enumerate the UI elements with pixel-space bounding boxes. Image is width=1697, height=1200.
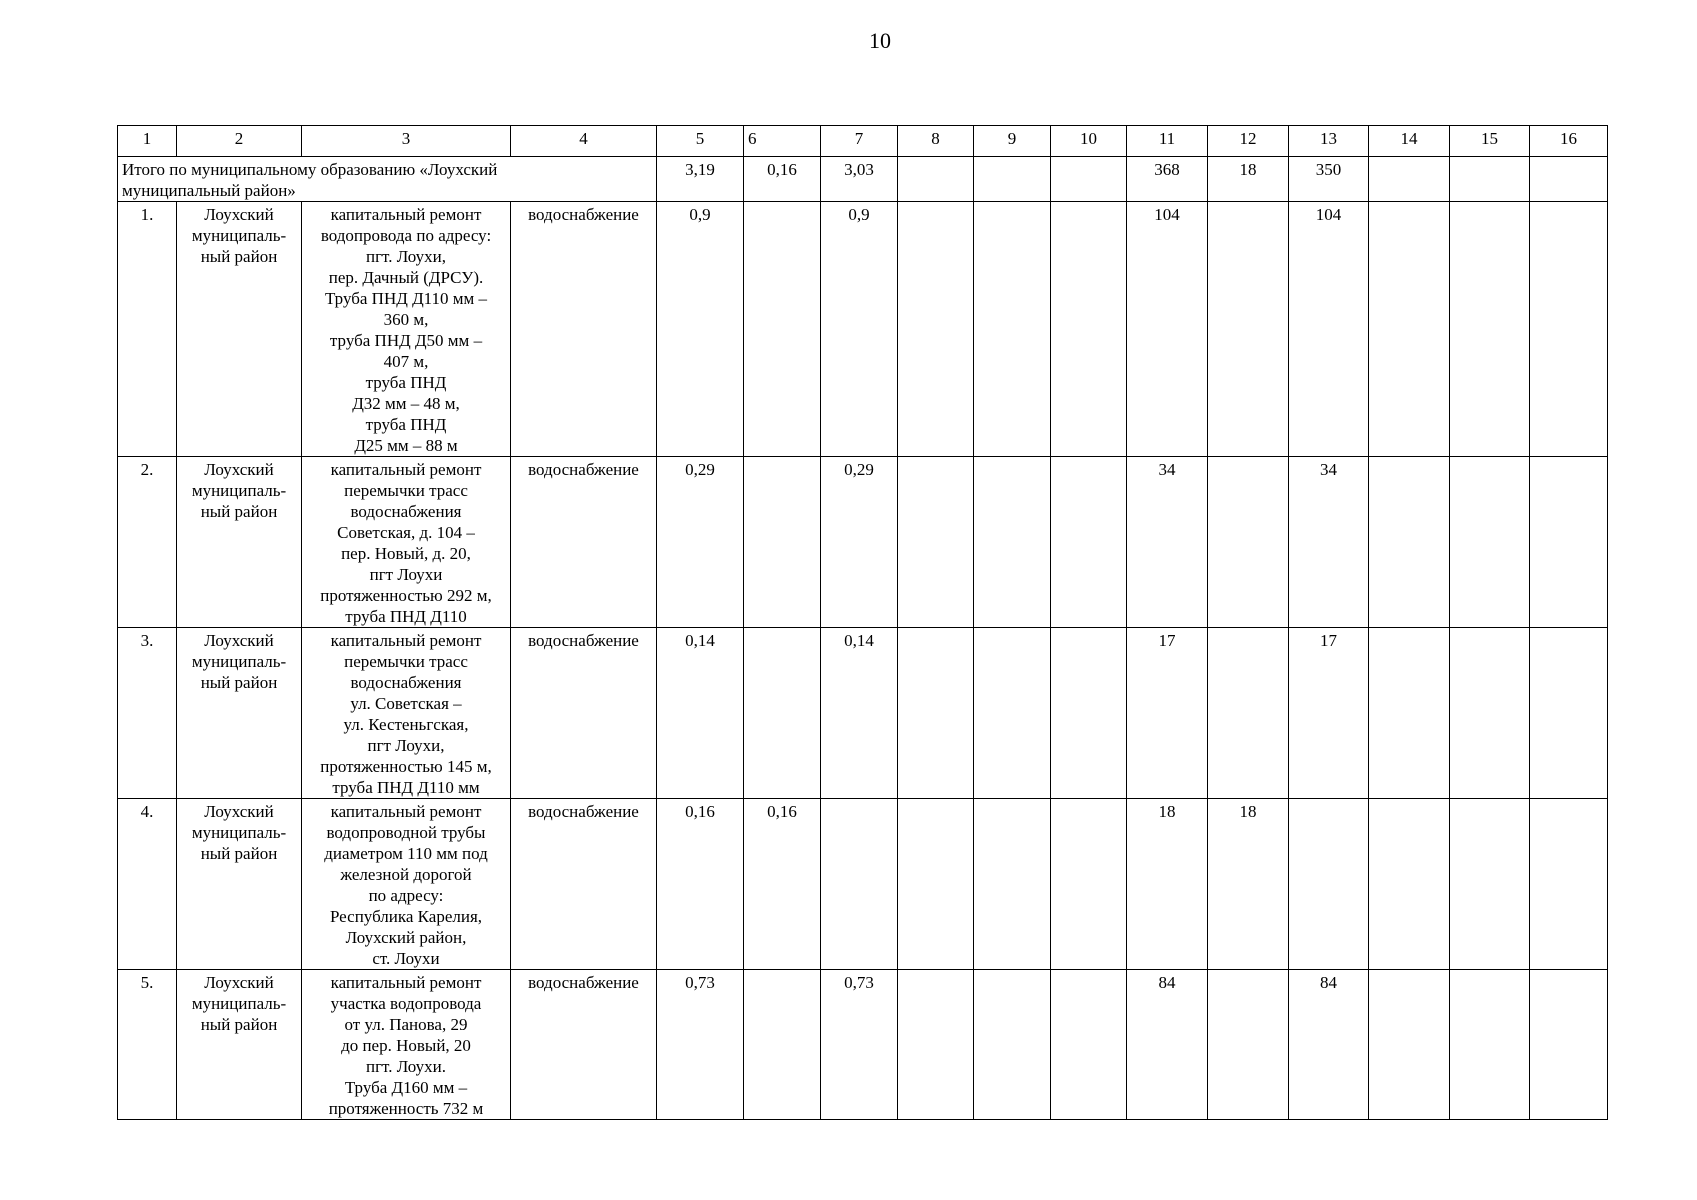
total-cell-9 (974, 157, 1051, 202)
cell-7: 0,14 (821, 628, 898, 799)
table-row (118, 202, 1608, 457)
cell-6 (744, 457, 821, 628)
cell-9 (974, 457, 1051, 628)
column-header-1: 1 (118, 126, 177, 157)
cell-14 (1369, 799, 1450, 970)
investment-table (117, 125, 1608, 1120)
cell-14 (1369, 202, 1450, 457)
column-header-16: 16 (1530, 126, 1608, 157)
column-header-2: 2 (177, 126, 302, 157)
table-row (118, 457, 1608, 628)
cell-9 (974, 628, 1051, 799)
description-cell: капитальный ремонт участка водопровода от ул. Панова, 29 до пер. Новый, 20 пгт. Лоухи. Труба Д160 мм – протяженность 732 м (302, 970, 511, 1120)
cell-16 (1530, 799, 1608, 970)
column-header-3: 3 (302, 126, 511, 157)
cell-5: 0,73 (657, 970, 744, 1120)
district-cell: Лоухский муниципаль- ный район (177, 628, 302, 799)
cell-10 (1051, 628, 1127, 799)
cell-5: 0,16 (657, 799, 744, 970)
total-row (118, 157, 1608, 202)
total-cell-13: 350 (1289, 157, 1369, 202)
description-cell: капитальный ремонт водопроводной трубы диаметром 110 мм под железной дорогой по адресу: Республика Карелия, Лоухский район, ст. Лоухи (302, 799, 511, 970)
cell-6 (744, 202, 821, 457)
cell-10 (1051, 457, 1127, 628)
district-cell: Лоухский муниципаль- ный район (177, 799, 302, 970)
column-header-7: 7 (821, 126, 898, 157)
cell-12 (1208, 202, 1289, 457)
total-cell-11: 368 (1127, 157, 1208, 202)
cell-12: 18 (1208, 799, 1289, 970)
cell-8 (898, 457, 974, 628)
cell-16 (1530, 628, 1608, 799)
page-number: 10 (869, 28, 891, 53)
description-cell: капитальный ремонт перемычки трасс водоснабжения Советская, д. 104 – пер. Новый, д. 20, пгт Лоухи протяженностью 292 м, труба ПНД Д110 (302, 457, 511, 628)
cell-9 (974, 970, 1051, 1120)
type-cell: водоснабжение (511, 970, 657, 1120)
cell-6 (744, 628, 821, 799)
cell-6: 0,16 (744, 799, 821, 970)
total-cell-10 (1051, 157, 1127, 202)
row-number: 3. (118, 628, 177, 799)
column-header-12: 12 (1208, 126, 1289, 157)
cell-10 (1051, 970, 1127, 1120)
cell-9 (974, 202, 1051, 457)
total-label: Итого по муниципальному образованию «Лоухский муниципальный район» (118, 157, 657, 202)
cell-8 (898, 799, 974, 970)
cell-16 (1530, 457, 1608, 628)
cell-13: 104 (1289, 202, 1369, 457)
cell-16 (1530, 202, 1608, 457)
cell-7: 0,9 (821, 202, 898, 457)
cell-14 (1369, 628, 1450, 799)
type-cell: водоснабжение (511, 799, 657, 970)
cell-10 (1051, 799, 1127, 970)
column-header-14: 14 (1369, 126, 1450, 157)
row-number: 1. (118, 202, 177, 457)
cell-11: 104 (1127, 202, 1208, 457)
total-cell-12: 18 (1208, 157, 1289, 202)
column-header-13: 13 (1289, 126, 1369, 157)
description-cell: капитальный ремонт перемычки трасс водоснабжения ул. Советская – ул. Кестеньгская, пгт Лоухи, протяженностью 145 м, труба ПНД Д110 мм (302, 628, 511, 799)
column-header-10: 10 (1051, 126, 1127, 157)
cell-6 (744, 970, 821, 1120)
cell-14 (1369, 457, 1450, 628)
total-cell-8 (898, 157, 974, 202)
total-cell-16 (1530, 157, 1608, 202)
district-cell: Лоухский муниципаль- ный район (177, 970, 302, 1120)
column-header-11: 11 (1127, 126, 1208, 157)
cell-12 (1208, 970, 1289, 1120)
cell-15 (1450, 799, 1530, 970)
cell-8 (898, 970, 974, 1120)
cell-5: 0,14 (657, 628, 744, 799)
cell-13: 84 (1289, 970, 1369, 1120)
column-header-5: 5 (657, 126, 744, 157)
cell-7: 0,73 (821, 970, 898, 1120)
cell-13: 17 (1289, 628, 1369, 799)
cell-15 (1450, 457, 1530, 628)
column-header-4: 4 (511, 126, 657, 157)
cell-13 (1289, 799, 1369, 970)
cell-5: 0,9 (657, 202, 744, 457)
table-row (118, 799, 1608, 970)
cell-12 (1208, 457, 1289, 628)
cell-13: 34 (1289, 457, 1369, 628)
cell-15 (1450, 970, 1530, 1120)
cell-7 (821, 799, 898, 970)
column-header-15: 15 (1450, 126, 1530, 157)
cell-8 (898, 202, 974, 457)
cell-8 (898, 628, 974, 799)
cell-12 (1208, 628, 1289, 799)
table-row (118, 970, 1608, 1120)
cell-10 (1051, 202, 1127, 457)
district-cell: Лоухский муниципаль- ный район (177, 202, 302, 457)
total-cell-14 (1369, 157, 1450, 202)
cell-11: 34 (1127, 457, 1208, 628)
row-number: 2. (118, 457, 177, 628)
total-cell-7: 3,03 (821, 157, 898, 202)
total-cell-6: 0,16 (744, 157, 821, 202)
row-number: 4. (118, 799, 177, 970)
table-row (118, 628, 1608, 799)
description-cell: капитальный ремонт водопровода по адресу: пгт. Лоухи, пер. Дачный (ДРСУ). Труба ПНД Д110 мм – 360 м, труба ПНД Д50 мм – 407 м, труба ПНД Д32 мм – 48 м, труба ПНД Д25 мм – 88 м (302, 202, 511, 457)
cell-14 (1369, 970, 1450, 1120)
cell-16 (1530, 970, 1608, 1120)
total-cell-15 (1450, 157, 1530, 202)
column-header-8: 8 (898, 126, 974, 157)
cell-5: 0,29 (657, 457, 744, 628)
cell-9 (974, 799, 1051, 970)
type-cell: водоснабжение (511, 202, 657, 457)
column-number-header-row (118, 126, 1608, 157)
district-cell: Лоухский муниципаль- ный район (177, 457, 302, 628)
type-cell: водоснабжение (511, 457, 657, 628)
cell-15 (1450, 628, 1530, 799)
row-number: 5. (118, 970, 177, 1120)
column-header-6: 6 (744, 126, 821, 157)
cell-7: 0,29 (821, 457, 898, 628)
cell-11: 84 (1127, 970, 1208, 1120)
column-header-9: 9 (974, 126, 1051, 157)
total-cell-5: 3,19 (657, 157, 744, 202)
type-cell: водоснабжение (511, 628, 657, 799)
cell-11: 18 (1127, 799, 1208, 970)
cell-15 (1450, 202, 1530, 457)
cell-11: 17 (1127, 628, 1208, 799)
